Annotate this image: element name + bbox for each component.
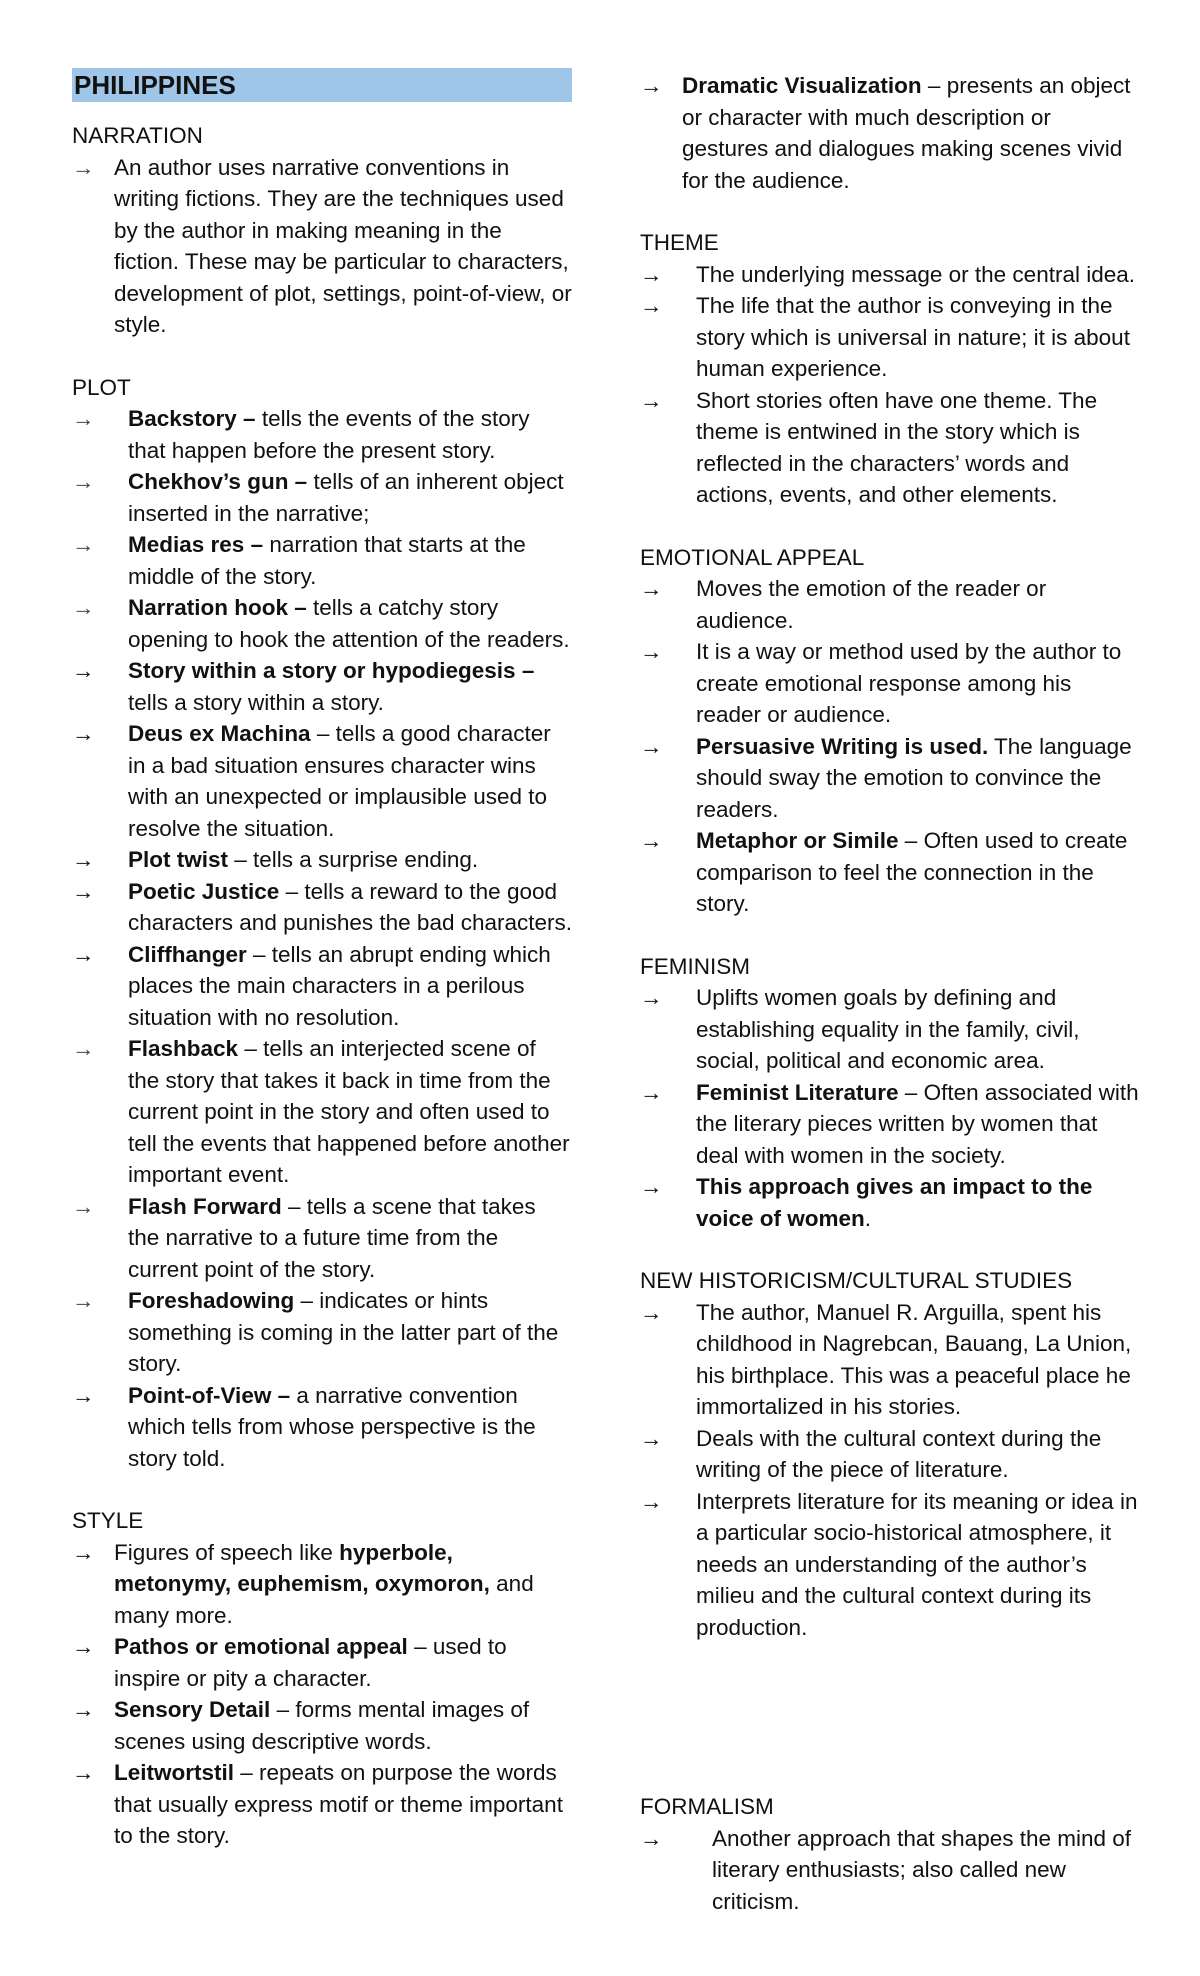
arrow-icon: → [640, 73, 663, 98]
style-list [72, 1537, 572, 1852]
item-term: Point-of-View – [128, 1382, 291, 1408]
historicism-list [640, 1297, 1140, 1644]
plot-section [72, 372, 572, 1475]
narration-section [72, 120, 572, 341]
new-historicism-section [640, 1265, 1140, 1643]
arrow-icon: → [640, 387, 663, 413]
theme-list [640, 259, 1140, 511]
list-item [72, 1033, 572, 1191]
arrow-icon: → [72, 721, 95, 746]
item-term: Metaphor or Simile [696, 828, 899, 853]
item-term: Backstory – [128, 406, 256, 431]
item-text: – repeats on purpose the words that usually express motif or theme important to the story. [114, 1760, 563, 1848]
list-item [640, 1077, 1140, 1172]
list-item [72, 529, 572, 592]
list-item [640, 1171, 1140, 1234]
section-heading: THEME [640, 230, 719, 255]
list-item [640, 70, 1140, 196]
list-item [72, 592, 572, 655]
item-term: Dramatic Visualization [682, 73, 922, 98]
section-heading: EMOTIONAL APPEAL [640, 544, 865, 570]
arrow-icon: → [72, 1760, 95, 1785]
arrow-icon: → [72, 1697, 95, 1722]
arrow-icon: → [72, 1036, 95, 1061]
list-item [72, 466, 572, 529]
item-term: Medias res – [128, 532, 264, 557]
arrow-icon: → [72, 595, 95, 620]
item-text: – used to inspire or pity a character. [114, 1634, 507, 1691]
right-column [640, 70, 1140, 1674]
item-text: – tells a reward to the good characters and punishes the bad characters. [128, 878, 573, 935]
item-text: and many more. [114, 1571, 534, 1628]
arrow-icon: → [640, 261, 663, 287]
feminism-list [640, 982, 1140, 1234]
item-term: Plot twist [128, 847, 228, 872]
item-term: Poetic Justice [128, 878, 280, 904]
arrow-icon: → [640, 828, 663, 853]
item-text: – indicates or hints something is coming in the latter part of the story. [128, 1288, 559, 1376]
formalism-section [640, 1791, 1140, 1917]
item-term: Leitwortstil [114, 1760, 235, 1785]
item-term: Feminist Literature [696, 1079, 899, 1105]
arrow-icon: → [640, 1174, 663, 1199]
list-item [640, 259, 1140, 291]
emotional-list [640, 573, 1140, 920]
arrow-icon: → [640, 1825, 663, 1851]
item-text: – tells a surprise ending. [228, 847, 479, 872]
arrow-icon: → [72, 1288, 95, 1313]
item-text: It is a way or method used by the author to create emotional response among his reader or audience. [696, 639, 1122, 727]
list-item [72, 718, 572, 844]
item-text: Uplifts women goals by defining and establishing equality in the family, civil, social, political and economic area. [696, 985, 1080, 1073]
list-item [640, 982, 1140, 1077]
arrow-icon: → [640, 985, 663, 1010]
item-text: – tells an interjected scene of the story that takes it back in time from the current point in the story and often used to tell the events that happened before another important event. [128, 1036, 570, 1187]
formalism-list [640, 1823, 1140, 1918]
list-item [72, 939, 572, 1034]
arrow-icon: → [72, 847, 95, 872]
item-term: Flash Forward [128, 1193, 282, 1219]
list-item [640, 825, 1140, 920]
dramatic-visualization-section [640, 70, 1140, 196]
arrow-icon: → [640, 1299, 663, 1325]
list-item [72, 655, 572, 718]
item-term: Deus ex Machina [128, 721, 311, 746]
item-text: The author, Manuel R. Arguilla, spent his childhood in Nagrebcan, Bauang, La Union, his birthplace. This was a peaceful place he immortalized in his stories. [696, 1299, 1132, 1419]
item-text: Deals with the cultural context during the writing of the piece of literature. [696, 1425, 1102, 1482]
item-term: Persuasive Writing is used. [696, 733, 989, 759]
list-item [72, 844, 572, 876]
item-text: Another approach that shapes the mind of literary enthusiasts; also called new criticism. [712, 1825, 1132, 1914]
item-term: Sensory Detail [114, 1697, 271, 1722]
item-text: Figures of speech like [114, 1539, 340, 1565]
list-item [640, 731, 1140, 826]
feminism-section [640, 951, 1140, 1235]
arrow-icon: → [72, 941, 95, 967]
list-item [640, 1823, 1140, 1918]
section-heading: NEW HISTORICISM/CULTURAL STUDIES [640, 1268, 1073, 1293]
list-item [72, 1285, 572, 1380]
item-text: tells a story within a story. [128, 689, 384, 715]
list-item [72, 1191, 572, 1286]
item-term: hyperbole, metonymy, euphemism, oxymoron, [114, 1539, 490, 1596]
section-heading: FEMINISM [640, 953, 750, 979]
item-text: – presents an object or character with much description or gestures and dialogues making scenes vivid for the audience. [682, 73, 1131, 193]
item-term: Chekhov’s gun – [128, 469, 308, 494]
item-term: Pathos or emotional appeal [114, 1634, 408, 1659]
item-term: This approach gives an impact to the voice of women [696, 1174, 1093, 1231]
item-term: Flashback [128, 1036, 239, 1061]
arrow-icon: → [72, 406, 95, 431]
list-item [72, 152, 572, 341]
item-text: a narrative convention which tells from whose perspective is the story told. [128, 1382, 536, 1471]
item-text: – tells a good character in a bad situation ensures character wins with an unexpected or implausible used to resolve the situation. [128, 721, 551, 841]
section-heading: STYLE [72, 1508, 144, 1533]
section-heading: NARRATION [72, 123, 203, 148]
style-section [72, 1505, 572, 1852]
section-heading: FORMALISM [640, 1794, 774, 1819]
list-item [72, 1694, 572, 1757]
item-term: Story within a story or hypodiegesis – [128, 658, 535, 683]
item-term: Foreshadowing [128, 1288, 295, 1313]
item-term: Cliffhanger [128, 941, 247, 967]
arrow-icon: → [72, 1634, 95, 1659]
list-item [640, 1297, 1140, 1423]
emotional-appeal-section [640, 542, 1140, 920]
item-text: – tells a scene that takes the narrative to a future time from the current point of the story. [128, 1193, 536, 1282]
item-text: Short stories often have one theme. The theme is entwined in the story which is reflected in the characters’ words and actions, events, and other elements. [696, 387, 1098, 507]
list-item [72, 1757, 572, 1852]
item-text: An author uses narrative conventions in writing fictions. They are the techniques used by the author in making meaning in the fiction. These may be particular to characters, development of plot, settings, point-of-view, or style. [114, 154, 572, 337]
arrow-icon: → [640, 733, 663, 759]
country-banner: PHILIPPINES [72, 68, 572, 102]
list-item [640, 1486, 1140, 1644]
arrow-icon: → [72, 1382, 95, 1408]
theme-section [640, 227, 1140, 511]
item-text: tells a catchy story opening to hook the attention of the readers. [128, 595, 570, 652]
arrow-icon: → [72, 1193, 95, 1219]
arrow-icon: → [72, 154, 95, 180]
item-text: The underlying message or the central idea. [696, 261, 1136, 287]
plot-list [72, 403, 572, 1474]
item-text: narration that starts at the middle of the story. [128, 532, 526, 589]
arrow-icon: → [72, 532, 95, 557]
item-text: – tells an abrupt ending which places the main characters in a perilous situation with no resolution. [128, 941, 551, 1030]
item-text: Moves the emotion of the reader or audience. [696, 576, 1047, 633]
arrow-icon: → [640, 1425, 663, 1451]
item-term: Narration hook – [128, 595, 307, 620]
list-item [640, 573, 1140, 636]
arrow-icon: → [640, 293, 663, 318]
item-text: Interprets literature for its meaning or idea in a particular socio-historical atmosphere, it needs an understanding of the author’s milieu and the cultural context during its production. [696, 1488, 1138, 1640]
list-item [72, 403, 572, 466]
item-text: The language should sway the emotion to convince the readers. [696, 733, 1132, 822]
list-item [640, 290, 1140, 385]
left-column [72, 68, 572, 1883]
item-text: The life that the author is conveying in the story which is universal in nature; it is about human experience. [696, 293, 1130, 381]
item-text: – Often associated with the literary pieces written by women that deal with women in the society. [696, 1079, 1139, 1168]
dramatic-list [640, 70, 1140, 196]
arrow-icon: → [640, 639, 663, 664]
item-text: tells the events of the story that happen before the present story. [128, 406, 530, 463]
list-item [640, 1423, 1140, 1486]
item-text: tells of an inherent object inserted in the narrative; [128, 469, 564, 526]
arrow-icon: → [72, 1539, 95, 1565]
item-text: . [864, 1205, 872, 1231]
item-text: – forms mental images of scenes using descriptive words. [114, 1697, 530, 1754]
list-item [640, 636, 1140, 731]
list-item [72, 1380, 572, 1475]
list-item [640, 385, 1140, 511]
arrow-icon: → [640, 1079, 663, 1105]
list-item [72, 1537, 572, 1632]
item-text: – Often used to create comparison to feel the connection in the story. [696, 828, 1128, 916]
arrow-icon: → [72, 658, 95, 683]
list-item [72, 1631, 572, 1694]
arrow-icon: → [72, 878, 95, 904]
narration-list [72, 152, 572, 341]
section-heading: PLOT [72, 374, 131, 400]
arrow-icon: → [640, 576, 663, 601]
arrow-icon: → [72, 469, 95, 494]
list-item [72, 876, 572, 939]
arrow-icon: → [640, 1488, 663, 1514]
